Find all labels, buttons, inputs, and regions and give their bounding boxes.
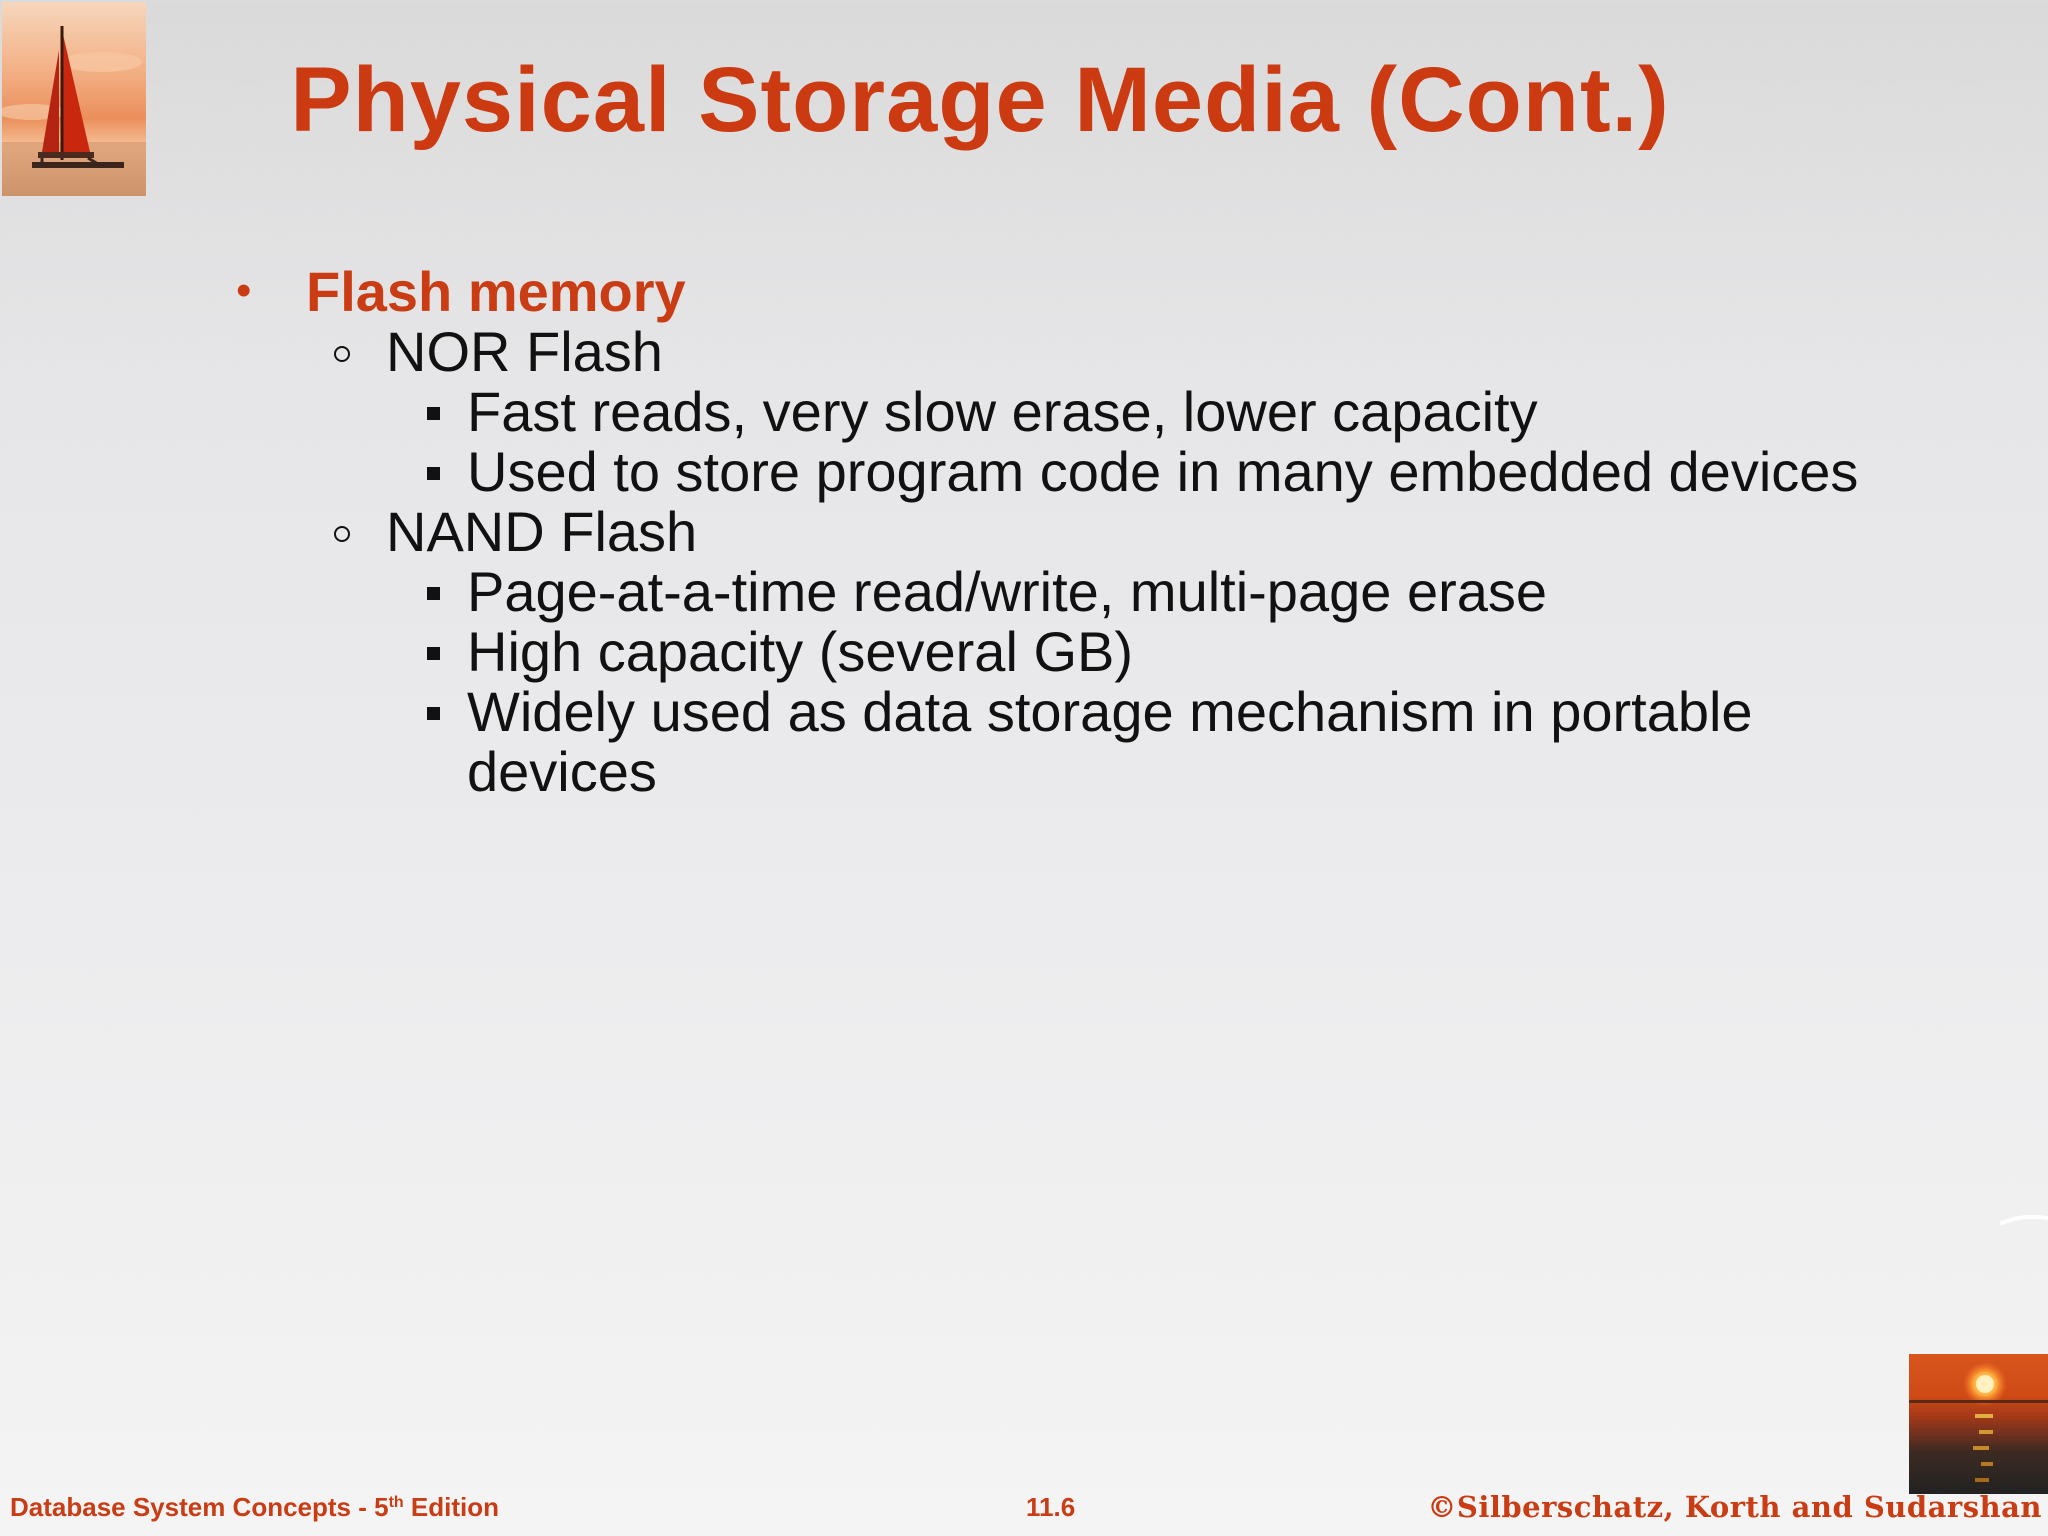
decorative-glare [2000,1212,2048,1226]
slide-title: Physical Storage Media (Cont.) [290,49,1670,151]
bullet-nor-flash: NOR Flash [386,320,663,383]
bullet-dot-icon: • [236,266,252,315]
footer-copyright: ©Silberschatz, Korth and Sudarshan [1427,1490,2042,1524]
bullet-nand-widely-used: Widely used as data storage mechanism in portable [467,680,1753,743]
footer-book-title: Database System Concepts - 5th Edition [10,1492,500,1522]
square-bullet-icon [427,707,440,720]
bullet-nor-program-code: Used to store program code in many embedded devices [467,440,1859,503]
square-bullet-icon [427,407,440,420]
hollow-circle-bullet-icon [334,526,350,542]
bullet-nand-flash: NAND Flash [386,500,698,563]
square-bullet-icon [427,647,440,660]
square-bullet-icon [427,587,440,600]
bullet-nand-widely-used-continued: devices [467,740,657,803]
bullet-nand-page-at-a-time: Page-at-a-time read/write, multi-page erase [467,560,1548,623]
footer-page-number: 11.6 [1026,1492,1076,1522]
square-bullet-icon [427,467,440,480]
sunset-photo-icon [1909,1354,2048,1494]
hollow-circle-bullet-icon [334,346,350,362]
bullet-nand-high-capacity: High capacity (several GB) [467,620,1134,683]
bullet-flash-memory: Flash memory [306,260,686,323]
bullet-nor-fast-reads: Fast reads, very slow erase, lower capacity [467,380,1538,443]
